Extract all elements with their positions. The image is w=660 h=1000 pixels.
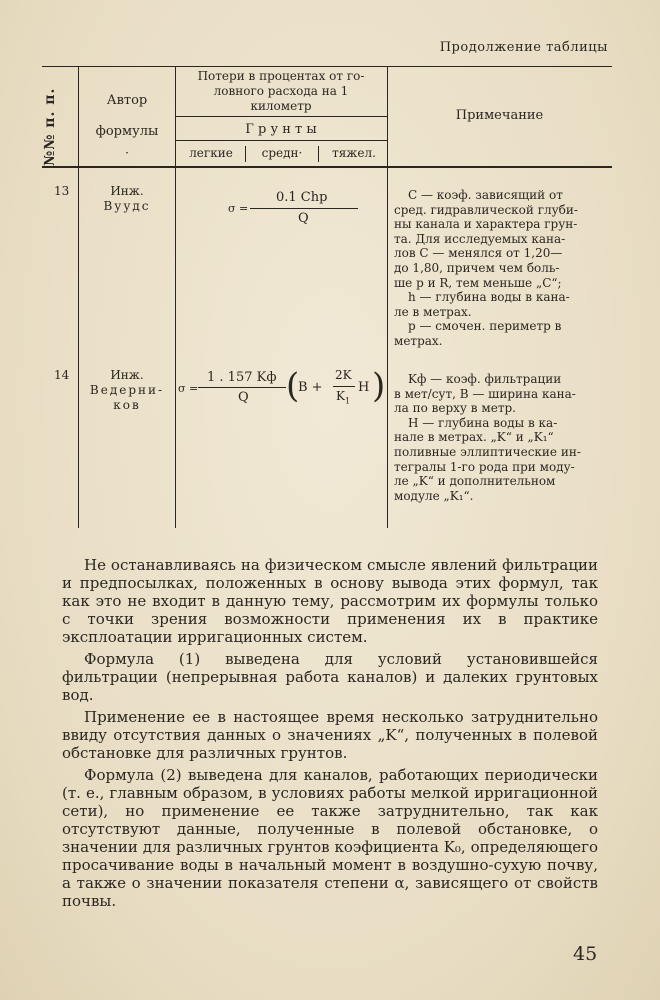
note-14-line: тегралы 1-го рода при моду-: [394, 459, 575, 474]
note-14-line: ле „K“ и дополнительном: [394, 474, 556, 489]
note-14-line: Kф — коэф. фильтрации: [408, 372, 562, 386]
row-13-author-name: Вуудс: [103, 199, 151, 213]
header-soil-heavy: тяжел.: [332, 146, 376, 160]
soil-divider-1: [245, 146, 246, 162]
note-13-line: h — глубина воды в кана-: [408, 290, 570, 305]
note-13-line: p — смочен. периметр в: [408, 319, 562, 334]
body-paragraph-4: Формула (2) выведена для каналов, работающих периодически (т. е., главным образом, в условиях работы мелкой ирригационной сети), но применение ее также затруднительно, так как отсутствуют данные, полученные в полевой обстановке, о значении для различных грунтов коэфициента K₀, определяющего просачивание воды в начальный момент в воздушно-сухую почву, а также о значении показателя степени α, зависящего от свойств почвы.: [62, 766, 598, 910]
formula-13-lhs: σ =: [228, 202, 249, 215]
formula-14-inner-denominator: [336, 389, 350, 405]
formula-14-inner-numerator: 2K: [335, 368, 352, 382]
formula-14-inner-den-sub: 1: [344, 396, 351, 406]
header-soil-light: легкие: [189, 146, 233, 160]
col-rule-3: [387, 66, 388, 528]
formula-13-numerator: 0.1 Chp: [276, 190, 328, 205]
note-13-line: C — коэф. зависящий от: [408, 188, 563, 202]
note-13-line: сред. гидравлической глуби-: [394, 202, 578, 217]
formula-14-fraction-bar: [198, 387, 286, 388]
table-header-rule: [42, 166, 612, 168]
note-14-line: модуле „K₁“.: [394, 488, 474, 503]
note-13-line: ше p и R, тем меньше „C“;: [394, 275, 562, 290]
note-14-line: нале в метрах. „K“ и „K₁“: [394, 430, 554, 445]
data-table: [42, 66, 612, 528]
note-13-line: метрах.: [394, 333, 443, 348]
note-13-line: лов C — менялся от 1,20—: [394, 246, 563, 261]
table-top-rule: [42, 66, 612, 67]
formula-14-right-paren: ): [372, 366, 386, 406]
note-13-line: та. Для исследуемых кана-: [394, 231, 566, 246]
row-14-author-name-1: Ведерни-: [89, 383, 165, 397]
col-rule-1: [78, 66, 79, 528]
row-14-author-title: Инж.: [110, 368, 144, 382]
body-text: [62, 556, 598, 914]
formula-13-denominator: Q: [298, 211, 309, 226]
row-13-number: 13: [54, 184, 70, 198]
header-author-1: Автор: [106, 93, 148, 108]
row-14-note: [394, 372, 608, 503]
header-losses-3: километр: [250, 99, 312, 113]
row-14-author-name-2: ков: [113, 398, 141, 412]
row-13-note: [394, 188, 608, 349]
formula-14-inner-bar: [333, 386, 355, 387]
page-number: 45: [573, 943, 598, 965]
formula-14-lhs: σ =: [178, 382, 199, 395]
row-14-number: 14: [54, 368, 70, 382]
running-head: Продолжение таблицы: [439, 40, 608, 55]
row-13-formula: [228, 190, 383, 230]
body-paragraph-1: Не останавливаясь на физическом смысле явлений фильтрации и предпосылках, положенных в основу вывода этих формул, так как это не входит в данную тему, рассмотрим их формулы только с точки зрения возможности применения их в практике эксплоатации ирригационных систем.: [62, 556, 598, 646]
note-13-line: ны канала и характера грун-: [394, 217, 578, 232]
note-14-line: ла по верху в метр.: [394, 401, 516, 416]
note-14-line: поливные эллиптические ин-: [394, 444, 581, 459]
formula-14-left-paren: (: [286, 366, 300, 406]
body-paragraph-2: Формула (1) выведена для условий установившейся фильтрации (непрерывная работа каналов) и далеких грунтовых вод.: [62, 650, 598, 704]
header-soils: Г р у н т ы: [245, 122, 317, 137]
formula-14-inner-den-k: K: [336, 389, 345, 403]
note-13-line: до 1,80, причем чем боль-: [394, 260, 560, 275]
formula-14-b-term: B +: [298, 380, 323, 395]
formula-14-numerator: 1 . 157 Kф: [207, 370, 277, 385]
body-paragraph-3: Применение ее в настоящее время несколько затруднительно ввиду отсутствия данных о значениях „K“, полученных в полевой обстановке для различных грунтов.: [62, 708, 598, 762]
formula-13-fraction-bar: [250, 208, 358, 209]
soils-top-rule: [175, 116, 387, 117]
row-14-formula: [178, 368, 384, 414]
note-13-line: ле в метрах.: [394, 304, 472, 319]
header-losses-1: Потери в процентах от го-: [197, 69, 365, 83]
header-note: Примечание: [455, 108, 544, 123]
row-13-author-title: Инж.: [110, 184, 144, 198]
soil-divider-2: [318, 146, 319, 162]
header-number: №№ п. п.: [42, 87, 58, 166]
soils-sub-rule: [175, 140, 387, 141]
formula-14-h-term: H: [358, 380, 370, 395]
header-losses-2: ловного расхода на 1: [213, 84, 349, 98]
note-14-line: в мет/сут, B — ширина кана-: [394, 386, 576, 401]
header-soil-medium: средн·: [261, 146, 303, 160]
header-author-2: формулы: [95, 124, 159, 139]
note-14-line: H — глубина воды в ка-: [408, 415, 558, 430]
header-dot: ·: [125, 146, 129, 160]
formula-14-denominator: Q: [238, 390, 249, 405]
